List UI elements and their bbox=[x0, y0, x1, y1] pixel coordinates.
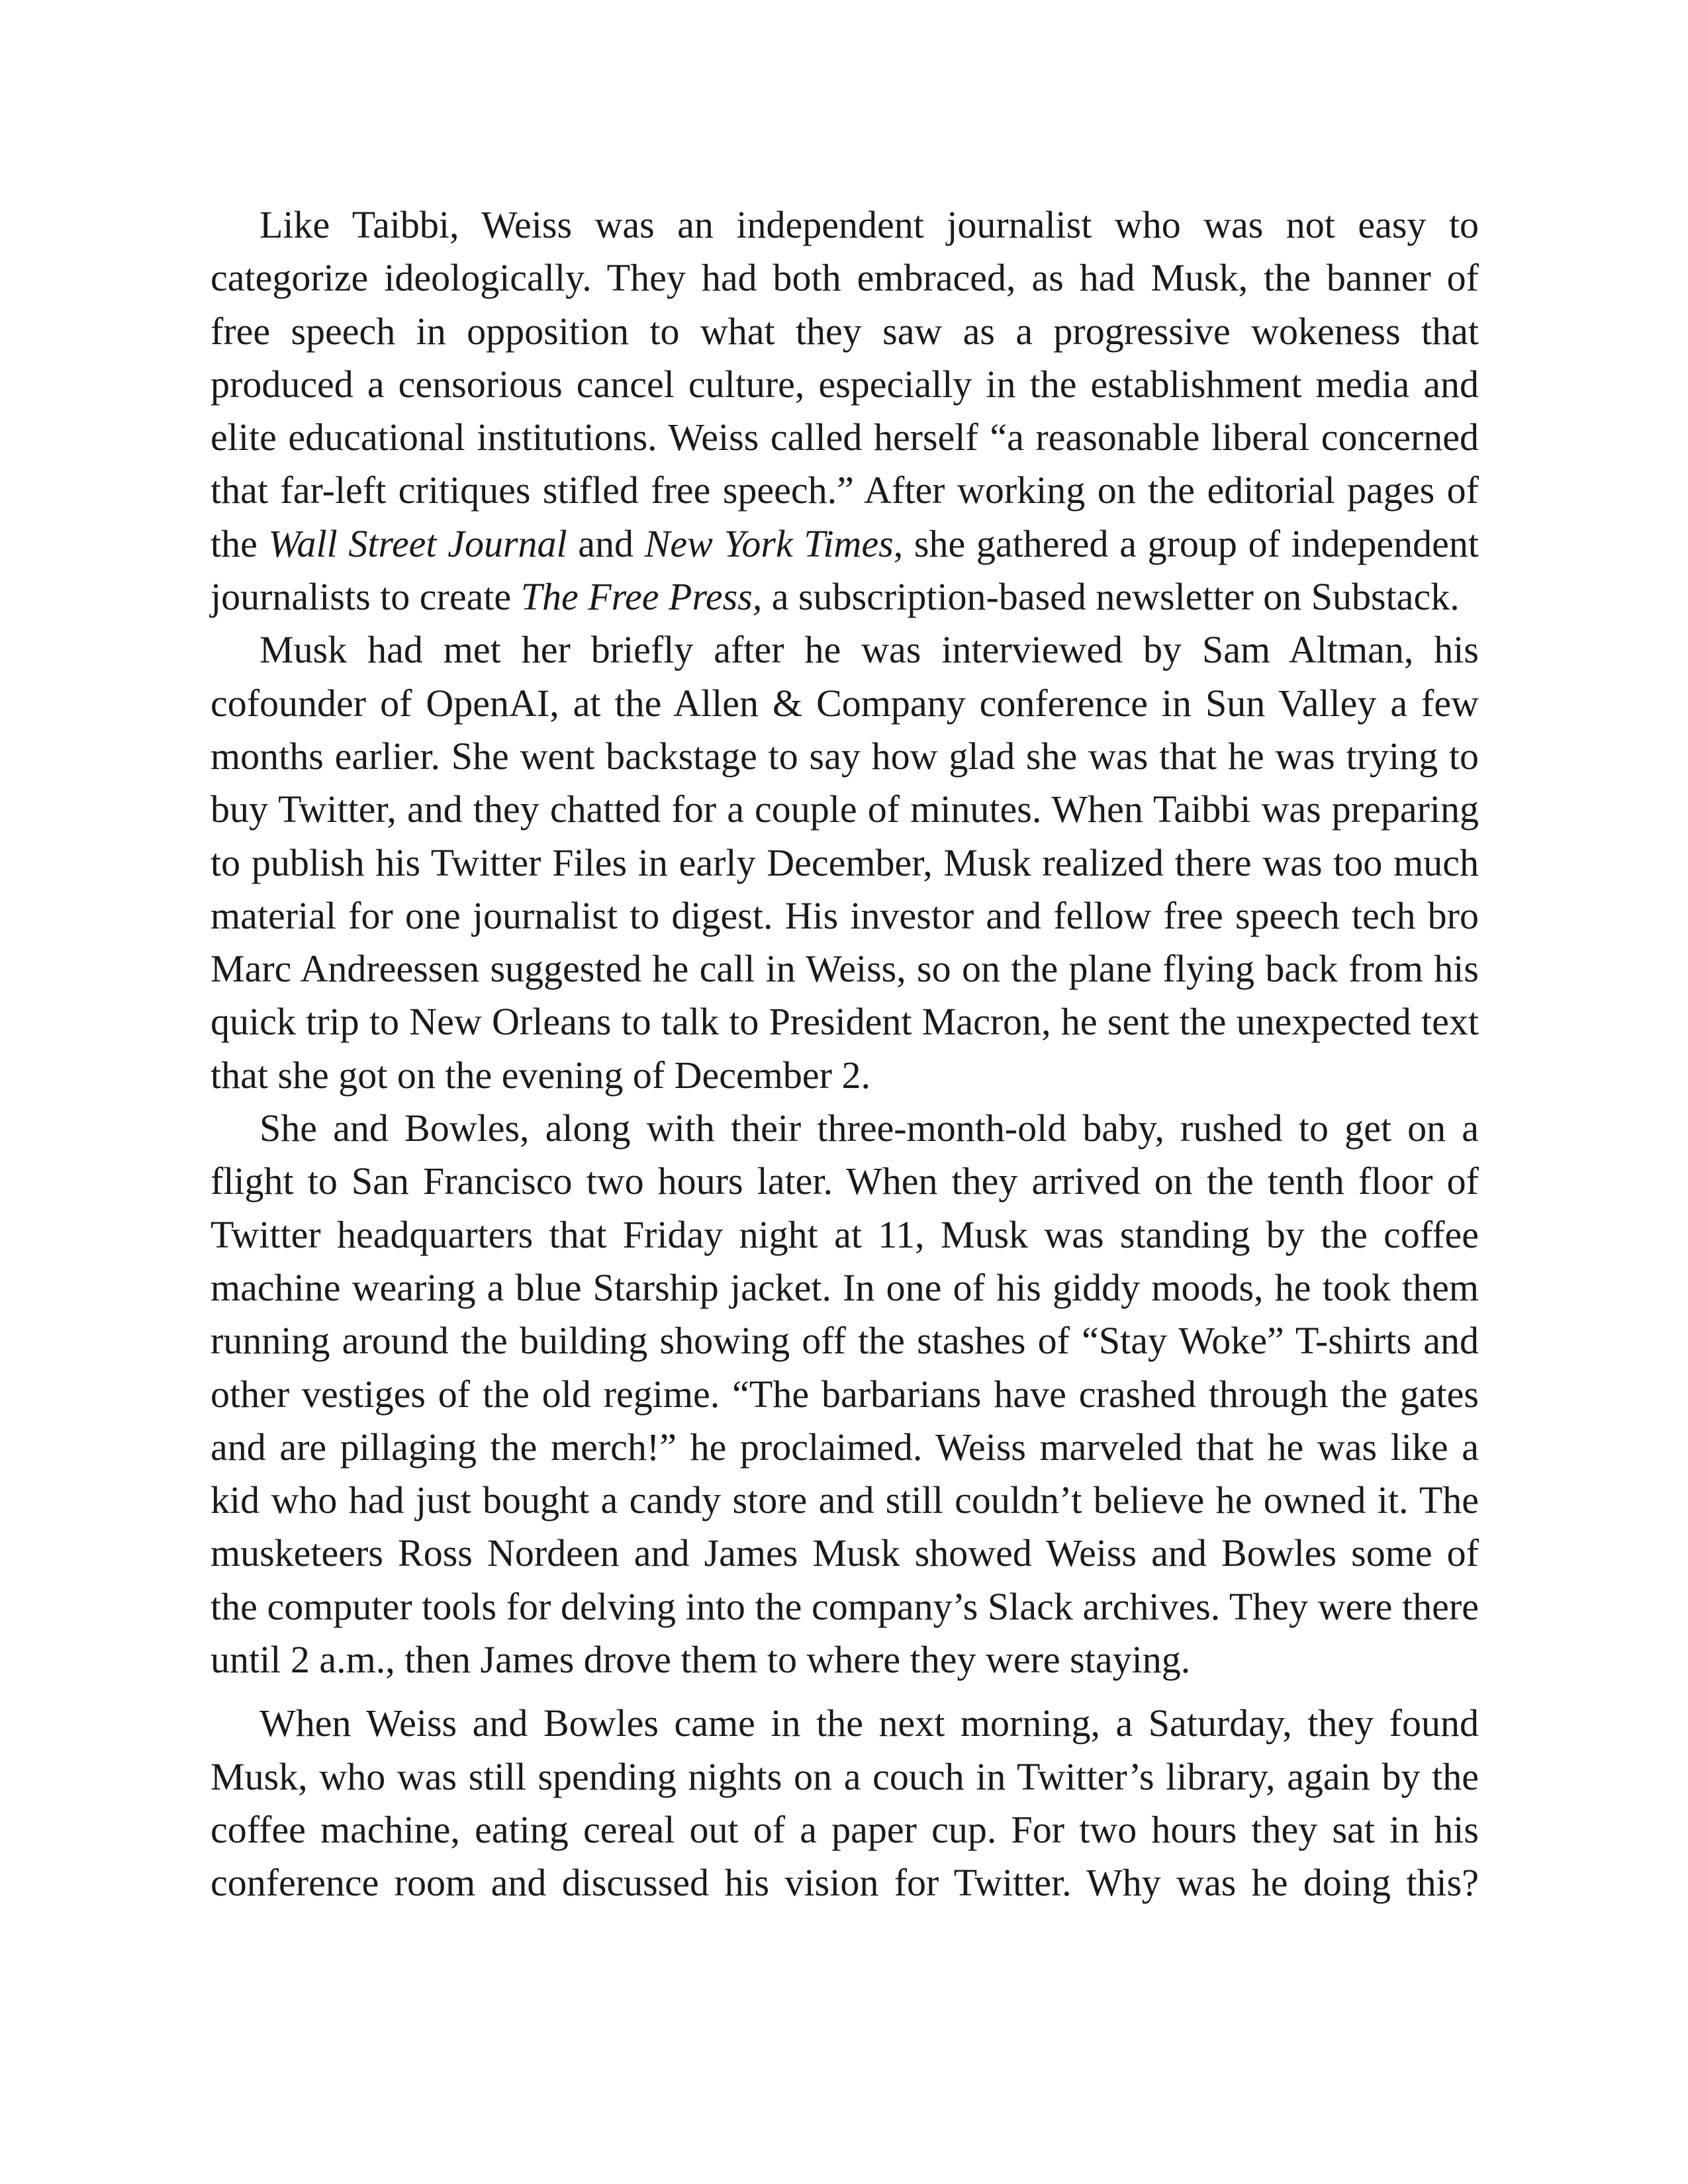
paragraph-2: Musk had met her briefly after he was interviewed by Sam Altman, his cofounder of OpenAI, at the Allen & Company conference in Sun Valley a few months earlier. She went backstage to say how glad she was that he was trying to buy Twitter, and they chatted for a couple of minutes. When Taibbi was preparing to publish his Twitter Files in early December, Musk realized there was too much material for one journalist to digest. His investor and fellow free speech tech bro Marc Andreessen suggested he call in Weiss, so on the plane flying back from his quick trip to New Orleans to talk to President Macron, he sent the unexpected text that she got on the evening of December 2. bbox=[211, 628, 1479, 1097]
paragraph-3: She and Bowles, along with their three-month-old baby, rushed to get on a flight to San Francisco two hours later. When they arrived on the tenth floor of Twitter headquarters that Friday night at 11, Musk was standing by the coffee machine wearing a blue Starship jacket. In one of his giddy moods, he took them running around the building showing off the stashes of “Stay Woke” T-shirts and other vestiges of the old regime. “The barbarians have crashed through the gates and are pillaging the merch!” he proclaimed. Weiss marveled that he was like a kid who had just bought a candy store and still couldn’t believe he owned it. The musketeers Ross Nordeen and James Musk showed Weiss and Bowles some of the computer tools for delving into the company’s Slack archives. They were there until 2 a.m., then James drove them to where they were staying. bbox=[211, 1107, 1479, 1682]
body-text bbox=[211, 199, 1479, 1910]
italic-title-new-york-times: New York Times bbox=[644, 522, 894, 565]
paragraph-1: Like Taibbi, Weiss was an independent journalist who was not easy to categorize ideologically. They had both embraced, as had Musk, the banner of free speech in opposition to what they saw as a progressive wokeness that produced a censorious cancel culture, especially in the establishment media and elite educational institutions. Weiss called herself “a reasonable liberal concerned that far-left critiques stifled free speech.” After working on the editorial pages of the Wall Street Journal and New York Times, she gathered a group of independent journalists to create The Free Press, a subscription-based newsletter on Substack. bbox=[211, 203, 1479, 619]
italic-title-wall-street-journal: Wall Street Journal bbox=[268, 522, 567, 565]
paragraph-4: When Weiss and Bowles came in the next morning, a Saturday, they found Musk, who was still spending nights on a couch in Twitter’s library, again by the coffee machine, eating cereal out of a paper cup. For two hours they sat in his conference room and discussed his vision for Twitter. Why was he doing this? bbox=[211, 1702, 1479, 1905]
italic-title-the-free-press: The Free Press, bbox=[520, 575, 763, 619]
